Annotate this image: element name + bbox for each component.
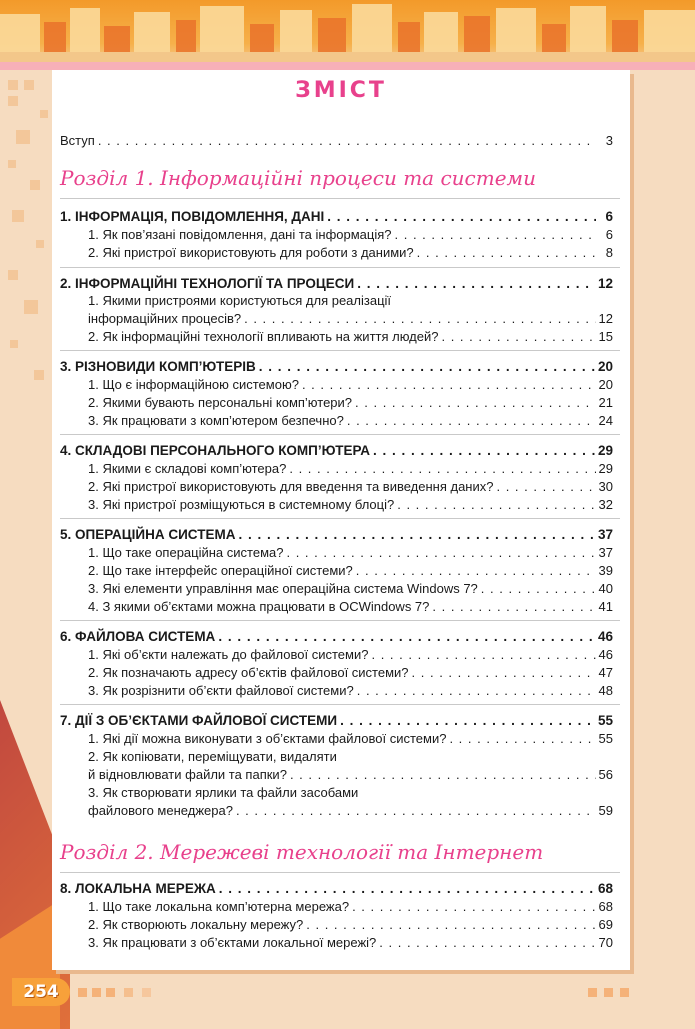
toc-item[interactable] xyxy=(88,598,613,615)
toc-item-label: 1. Що є інформаційною системою? xyxy=(88,377,299,392)
toc-item[interactable] xyxy=(88,496,613,513)
toc-page-number: 56 xyxy=(598,767,613,782)
toc-chapter-8[interactable] xyxy=(60,880,613,897)
toc-page-number: 37 xyxy=(598,545,613,560)
toc-page-number: 32 xyxy=(598,497,613,512)
toc-chapter-2[interactable] xyxy=(60,275,613,292)
toc-item[interactable] xyxy=(88,478,613,495)
leader-dots xyxy=(327,208,596,225)
toc-item[interactable] xyxy=(88,244,613,261)
toc-chapter-7[interactable] xyxy=(60,712,613,729)
leader-dots xyxy=(449,730,595,747)
leader-dots xyxy=(357,682,596,699)
toc-item-label: 3. Які елементи управління має операційна система Windows 7? xyxy=(88,581,478,596)
toc-page-number: 29 xyxy=(598,461,613,476)
toc-item-label: 2. Якими бувають персональні комп’ютери? xyxy=(88,395,353,410)
footer-square-decoration xyxy=(142,988,151,997)
chapter-divider xyxy=(60,620,620,621)
toc-page-number: 55 xyxy=(598,731,613,746)
leader-dots xyxy=(432,598,595,615)
toc-page-number: 69 xyxy=(598,917,613,932)
toc-item-label: 1. Які дії можна виконувати з об’єктами файлової системи? xyxy=(88,731,447,746)
footer-square-decoration xyxy=(106,988,115,997)
leader-dots xyxy=(289,460,595,477)
toc-item[interactable] xyxy=(88,646,613,663)
leader-dots xyxy=(373,442,595,459)
toc-chapter-3[interactable] xyxy=(60,358,613,375)
toc-item-label: 3. Як розрізнити об’єкти файлової системи? xyxy=(88,683,354,698)
section-heading-2: Розділ 2. Мережеві технології та Інтернет xyxy=(60,840,544,864)
page-number-badge: 254 xyxy=(12,978,70,1006)
leader-dots xyxy=(481,580,596,597)
toc-chapter-1[interactable] xyxy=(60,208,613,225)
toc-item-label: 1. Що таке операційна система? xyxy=(88,545,284,560)
chapter-divider xyxy=(60,518,620,519)
toc-item[interactable] xyxy=(88,682,613,699)
chapter-title: 1. ІНФОРМАЦІЯ, ПОВІДОМЛЕННЯ, ДАНІ xyxy=(60,209,325,224)
toc-item[interactable] xyxy=(88,916,613,933)
toc-page-number: 29 xyxy=(597,443,613,458)
toc-chapter-6[interactable] xyxy=(60,628,613,645)
section-heading-1: Розділ 1. Інформаційні процеси та системи xyxy=(60,166,536,190)
toc-item[interactable] xyxy=(88,328,613,345)
toc-chapter-4[interactable] xyxy=(60,442,613,459)
leader-dots xyxy=(412,664,596,681)
toc-item[interactable] xyxy=(88,898,613,915)
toc-item-label: інформаційних процесів? xyxy=(88,311,242,326)
toc-item-label: 3. Як працювати з комп’ютером безпечно? xyxy=(88,413,344,428)
leader-dots xyxy=(306,916,595,933)
toc-page-number: 68 xyxy=(597,881,613,896)
toc-item[interactable] xyxy=(88,310,613,327)
footer-square-decoration xyxy=(588,988,597,997)
toc-page-number: 48 xyxy=(598,683,613,698)
toc-item[interactable] xyxy=(88,226,613,243)
toc-page-number: 15 xyxy=(598,329,613,344)
footer-square-decoration xyxy=(620,988,629,997)
toc-item-label: 1. Якими є складові комп’ютера? xyxy=(88,461,287,476)
leader-dots xyxy=(371,646,595,663)
toc-page-number: 40 xyxy=(598,581,613,596)
toc-entry-label: Вступ xyxy=(60,133,95,148)
toc-item[interactable] xyxy=(88,766,613,783)
contents-card xyxy=(52,70,630,970)
toc-item[interactable] xyxy=(88,580,613,597)
toc-item-label: 2. Як позначають адресу об’єктів файлової системи? xyxy=(88,665,409,680)
chapter-divider xyxy=(60,267,620,268)
toc-page-number: 8 xyxy=(605,245,613,260)
chapter-divider xyxy=(60,434,620,435)
toc-item-label: 3. Які пристрої розміщуються в системному блоці? xyxy=(88,497,395,512)
toc-item[interactable] xyxy=(88,412,613,429)
toc-page-number: 12 xyxy=(598,311,613,326)
toc-item[interactable] xyxy=(88,376,613,393)
toc-page-number: 21 xyxy=(598,395,613,410)
toc-page-number: 3 xyxy=(605,133,613,148)
footer-square-decoration xyxy=(604,988,613,997)
leader-dots xyxy=(218,628,595,645)
toc-item-label-line1: 2. Як копіювати, переміщувати, видаляти xyxy=(88,749,337,764)
section-divider xyxy=(60,198,620,199)
toc-page-number: 6 xyxy=(605,227,613,242)
chapter-title: 6. ФАЙЛОВА СИСТЕМА xyxy=(60,629,216,644)
leader-dots xyxy=(340,712,595,729)
section-divider xyxy=(60,872,620,873)
leader-dots xyxy=(496,478,595,495)
toc-page-number: 20 xyxy=(597,359,613,374)
toc-page-number: 70 xyxy=(598,935,613,950)
toc-item-label: 1. Які об’єкти належать до файлової системи? xyxy=(88,647,369,662)
chapter-divider xyxy=(60,704,620,705)
leader-dots xyxy=(417,244,596,261)
page-title: ЗМІСТ xyxy=(295,78,387,103)
toc-item-label: 2. Які пристрої використовують для роботи з даними? xyxy=(88,245,414,260)
toc-item-label: 3. Як працювати з об’єктами локальної мережі? xyxy=(88,935,377,950)
toc-item-label: 2. Як інформаційні технології впливають на життя людей? xyxy=(88,329,439,344)
leader-dots xyxy=(356,562,596,579)
leader-dots xyxy=(347,412,596,429)
toc-page-number: 55 xyxy=(597,713,613,728)
leader-dots xyxy=(441,328,595,345)
toc-item[interactable] xyxy=(88,802,613,819)
toc-item-label: 2. Як створюють локальну мережу? xyxy=(88,917,304,932)
toc-item-label: 1. Як пов’язані повідомлення, дані та інформація? xyxy=(88,227,392,242)
toc-item-label: 2. Які пристрої використовують для введення та виведення даних? xyxy=(88,479,494,494)
leader-dots xyxy=(302,376,596,393)
chapter-title: 3. РІЗНОВИДИ КОМП’ЮТЕРІВ xyxy=(60,359,256,374)
header-stripe xyxy=(0,62,695,70)
toc-page-number: 12 xyxy=(597,276,613,291)
toc-item[interactable] xyxy=(88,544,613,561)
leader-dots xyxy=(98,132,596,149)
toc-item-label: 1. Що таке локальна комп’ютерна мережа? xyxy=(88,899,350,914)
toc-page-number: 68 xyxy=(598,899,613,914)
toc-item-label-line1: 1. Якими пристроями користуються для реалізації xyxy=(88,293,392,308)
toc-page-number: 46 xyxy=(597,629,613,644)
leader-dots xyxy=(244,310,595,327)
leader-dots xyxy=(395,226,596,243)
toc-item[interactable] xyxy=(88,460,613,477)
toc-item-label-line1: 3. Як створювати ярлики та файли засобами xyxy=(88,785,359,800)
toc-page-number: 47 xyxy=(598,665,613,680)
leader-dots xyxy=(397,496,595,513)
toc-page-number: 39 xyxy=(598,563,613,578)
toc-page-number: 20 xyxy=(598,377,613,392)
toc-chapter-5[interactable] xyxy=(60,526,613,543)
leader-dots xyxy=(379,934,595,951)
chapter-title: 2. ІНФОРМАЦІЙНІ ТЕХНОЛОГІЇ ТА ПРОЦЕСИ xyxy=(60,276,355,291)
toc-item-label: й відновлювати файли та папки? xyxy=(88,767,287,782)
toc-item-label: файлового менеджера? xyxy=(88,803,233,818)
leader-dots xyxy=(236,802,596,819)
toc-item[interactable] xyxy=(88,394,613,411)
chapter-title: 7. ДІЇ З ОБ’ЄКТАМИ ФАЙЛОВОЇ СИСТЕМИ xyxy=(60,713,338,728)
footer-square-decoration xyxy=(92,988,101,997)
leader-dots xyxy=(219,880,595,897)
chapter-title: 8. ЛОКАЛЬНА МЕРЕЖА xyxy=(60,881,216,896)
toc-item[interactable] xyxy=(88,730,613,747)
leader-dots xyxy=(355,394,596,411)
toc-item-label: 2. Що таке інтерфейс операційної системи? xyxy=(88,563,353,578)
leader-dots xyxy=(259,358,595,375)
toc-page-number: 59 xyxy=(598,803,613,818)
toc-item-label: 4. З якими об’єктами можна працювати в ОСWindows 7? xyxy=(88,599,430,614)
chapter-divider xyxy=(60,350,620,351)
toc-entry-intro[interactable] xyxy=(60,132,613,149)
leader-dots xyxy=(352,898,595,915)
header-city-illustration xyxy=(0,0,695,62)
chapter-title: 5. ОПЕРАЦІЙНА СИСТЕМА xyxy=(60,527,236,542)
leader-dots xyxy=(357,275,595,292)
toc-item[interactable] xyxy=(88,934,613,951)
leader-dots xyxy=(286,544,595,561)
footer-square-decoration xyxy=(78,988,87,997)
leader-dots xyxy=(290,766,596,783)
footer-square-decoration xyxy=(124,988,133,997)
toc-page-number: 37 xyxy=(597,527,613,542)
toc-page-number: 46 xyxy=(598,647,613,662)
toc-page-number: 41 xyxy=(598,599,613,614)
chapter-title: 4. СКЛАДОВІ ПЕРСОНАЛЬНОГО КОМП’ЮТЕРА xyxy=(60,443,371,458)
toc-page-number: 24 xyxy=(598,413,613,428)
toc-item[interactable] xyxy=(88,562,613,579)
toc-page-number: 30 xyxy=(598,479,613,494)
toc-page-number: 6 xyxy=(605,209,613,224)
leader-dots xyxy=(238,526,595,543)
toc-item[interactable] xyxy=(88,664,613,681)
